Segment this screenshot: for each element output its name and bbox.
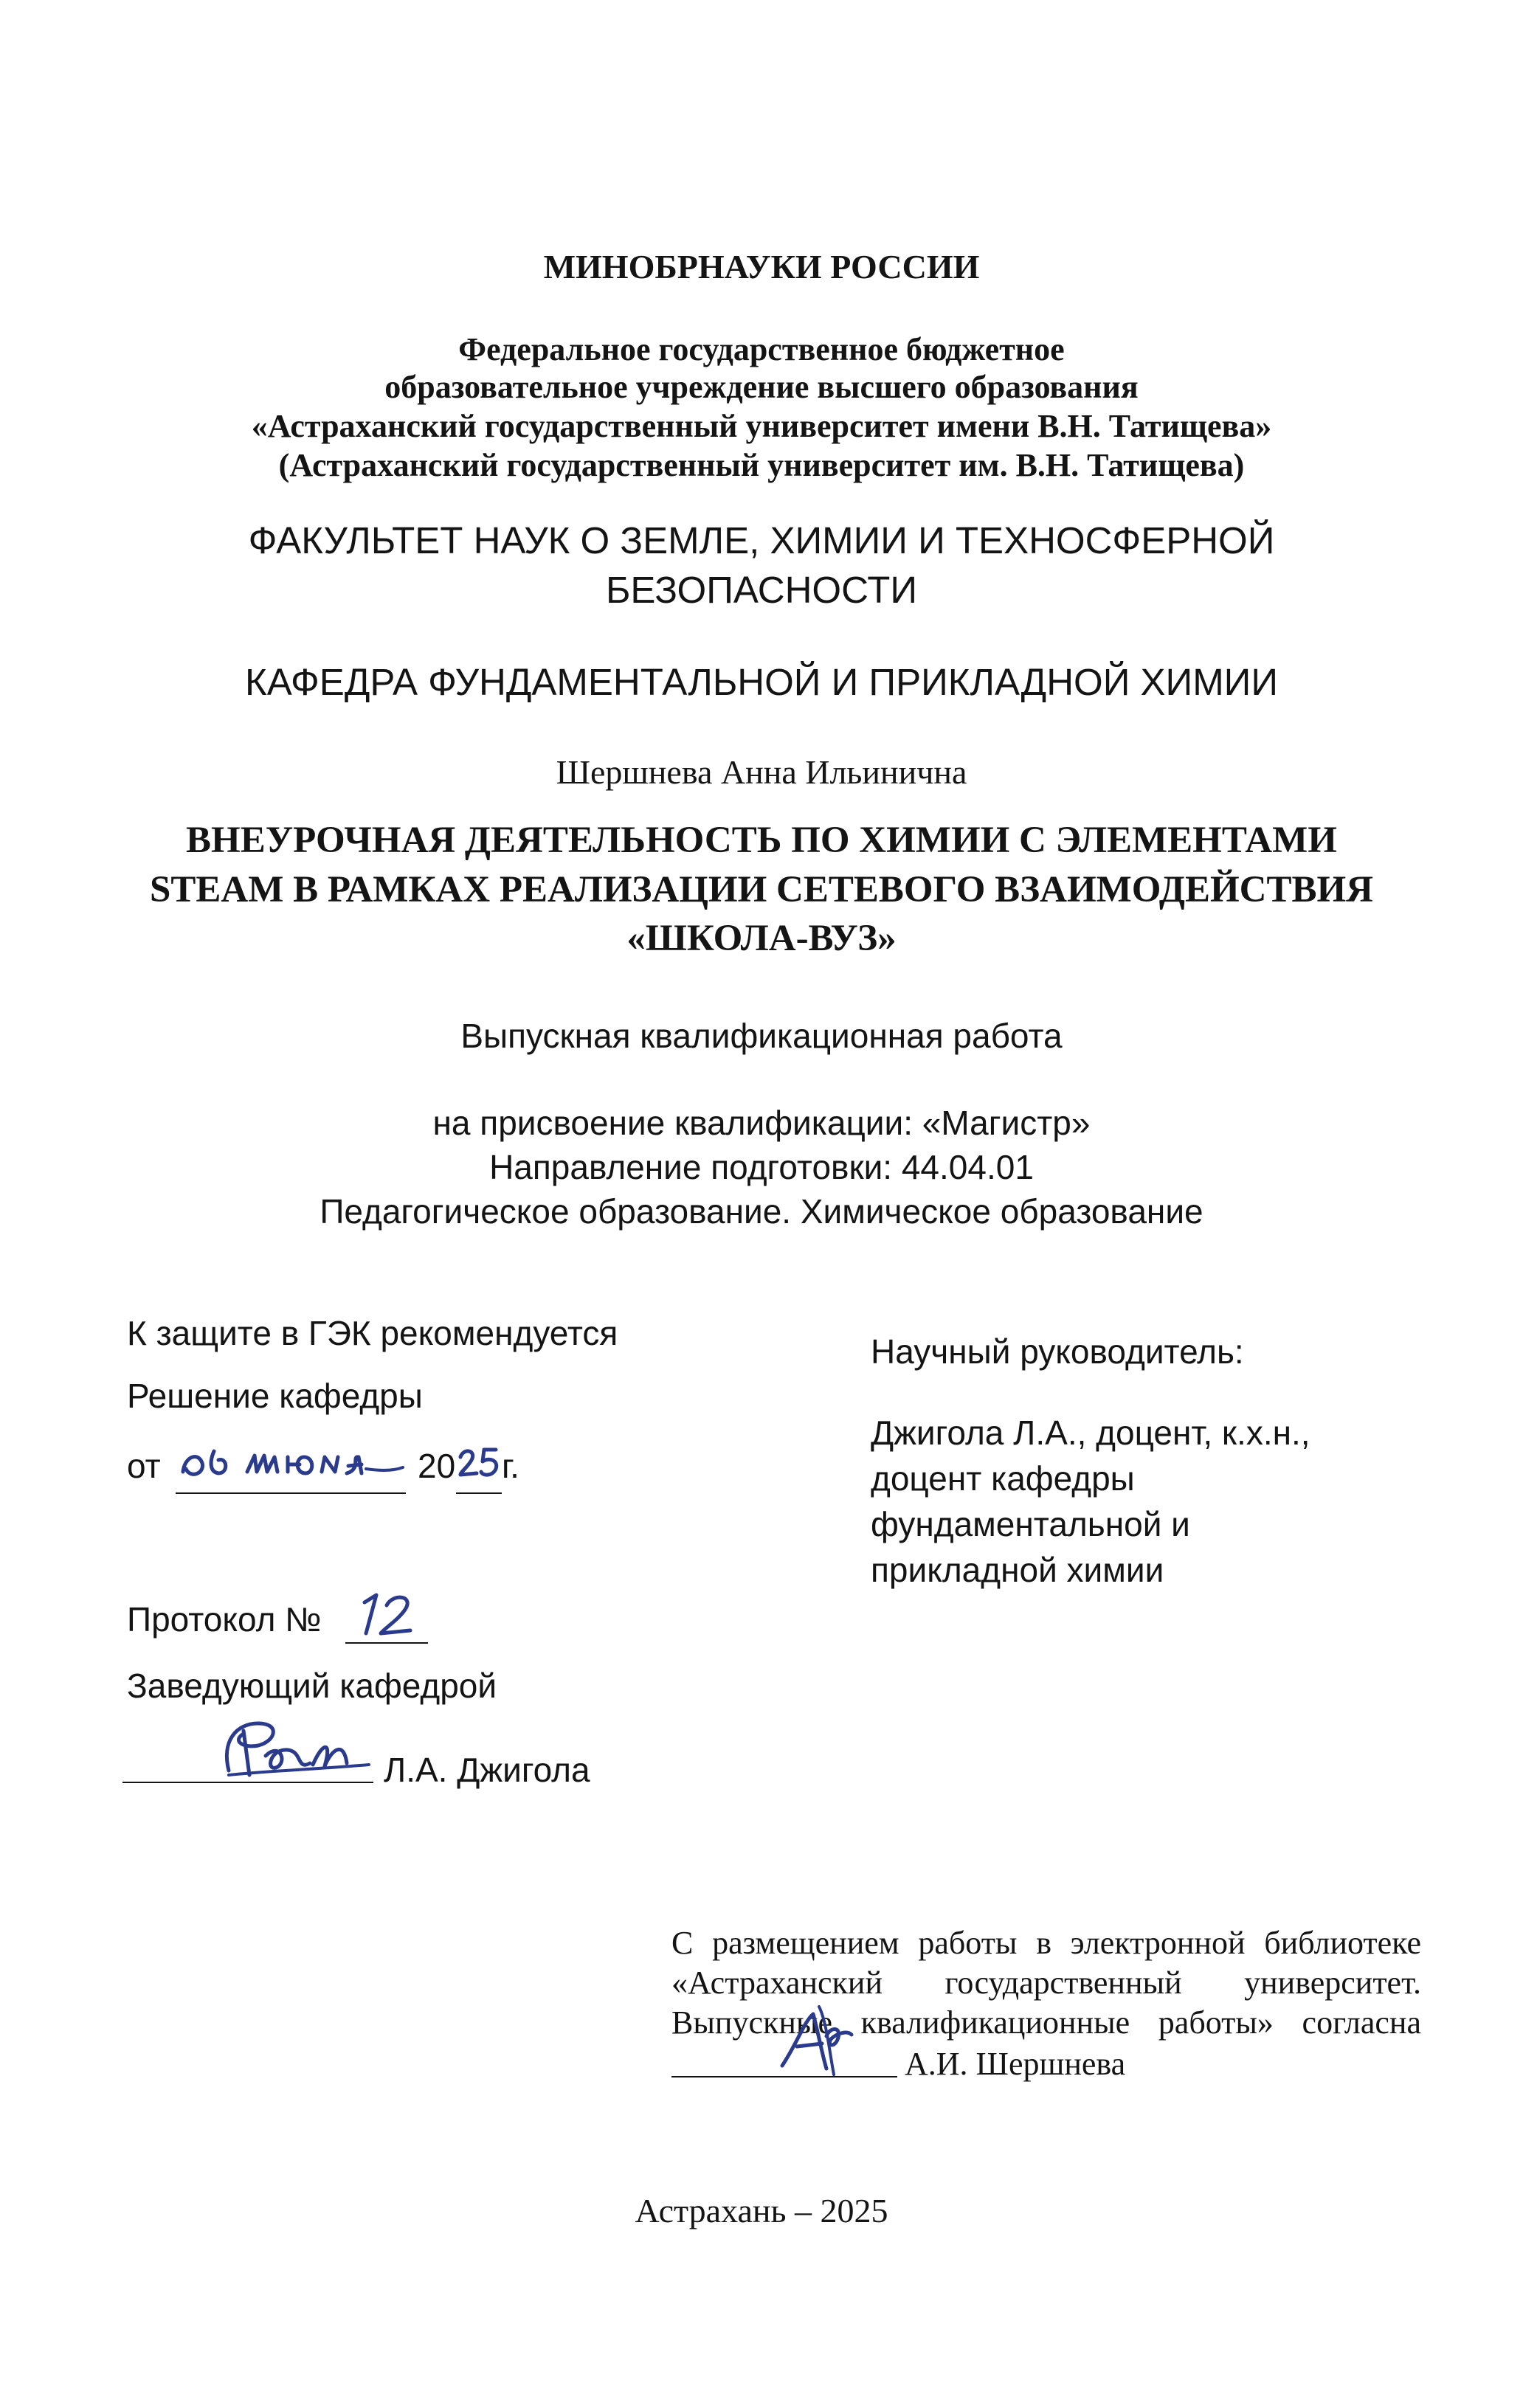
handwritten-protocol-number xyxy=(351,1588,425,1639)
thesis-title-line-2: STEAM В РАМКАХ РЕАЛИЗАЦИИ СЕТЕВОГО ВЗАИМОДЕЙСТВИЯ xyxy=(149,869,1374,910)
supervisor-title: Научный руководитель: xyxy=(871,1332,1244,1371)
head-of-department-title: Заведующий кафедрой xyxy=(127,1667,497,1705)
protocol-label: Протокол № xyxy=(127,1600,322,1639)
work-type: Выпускная квалификационная работа xyxy=(460,1017,1063,1055)
thesis-title-line-3: «ШКОЛА-ВУЗ» xyxy=(626,918,897,959)
institution-line-1: Федеральное государственное бюджетное xyxy=(458,331,1065,367)
year-prefix: 20 xyxy=(418,1447,456,1485)
institution-line-2: образовательное учреждение высшего образования xyxy=(384,369,1139,405)
supervisor-line-4: прикладной химии xyxy=(871,1551,1164,1589)
supervisor-line-2: доцент кафедры xyxy=(871,1459,1135,1498)
author-signature xyxy=(775,1992,863,2080)
handwritten-year xyxy=(457,1435,505,1487)
head-signature xyxy=(214,1712,376,1785)
department-decision: Решение кафедры xyxy=(127,1377,423,1415)
qualification-line-3: Педагогическое образование. Химическое образование xyxy=(320,1192,1203,1231)
protocol-underline xyxy=(345,1642,428,1644)
supervisor-line-1: Джигола Л.А., доцент, к.х.н., xyxy=(871,1414,1310,1452)
head-of-department-name: Л.А. Джигола xyxy=(384,1751,590,1789)
faculty-line-2: БЕЗОПАСНОСТИ xyxy=(605,569,918,611)
year-underline xyxy=(456,1492,502,1494)
consent-line-3: Выпускные квалификационные работы» согласна xyxy=(671,2004,1421,2041)
consent-line-1: С размещением работы в электронной библиотеке xyxy=(671,1925,1421,1961)
city-year-footer: Астрахань – 2025 xyxy=(635,2192,888,2229)
year-suffix: г. xyxy=(502,1447,519,1485)
date-prefix: от xyxy=(127,1447,161,1485)
handwritten-date xyxy=(177,1435,406,1487)
consent-line-2: «Астраханский государственный университет. xyxy=(671,1965,1421,2001)
faculty-line-1: ФАКУЛЬТЕТ НАУК О ЗЕМЛЕ, ХИМИИ И ТЕХНОСФЕРНОЙ xyxy=(248,519,1275,561)
date-underline xyxy=(176,1492,406,1494)
department-heading: КАФЕДРА ФУНДАМЕНТАЛЬНОЙ И ПРИКЛАДНОЙ ХИМИИ xyxy=(245,661,1278,703)
consent-author-name: А.И. Шершнева xyxy=(905,2046,1126,2082)
ministry-heading: МИНОБРНАУКИ РОССИИ xyxy=(543,248,980,286)
thesis-title-line-1: ВНЕУРОЧНАЯ ДЕЯТЕЛЬНОСТЬ ПО ХИМИИ С ЭЛЕМЕНТАМИ xyxy=(186,820,1337,861)
author-name: Шершнева Анна Ильинична xyxy=(556,753,967,791)
institution-line-3: «Астраханский государственный университет имени В.Н. Татищева» xyxy=(251,408,1272,444)
defense-recommendation: К защите в ГЭК рекомендуется xyxy=(127,1314,618,1352)
qualification-line-2: Направление подготовки: 44.04.01 xyxy=(489,1148,1034,1186)
institution-line-4: (Астраханский государственный университет им. В.Н. Татищева) xyxy=(278,447,1245,483)
supervisor-line-3: фундаментальной и xyxy=(871,1505,1190,1543)
qualification-line-1: на присвоение квалификации: «Магистр» xyxy=(432,1104,1091,1142)
